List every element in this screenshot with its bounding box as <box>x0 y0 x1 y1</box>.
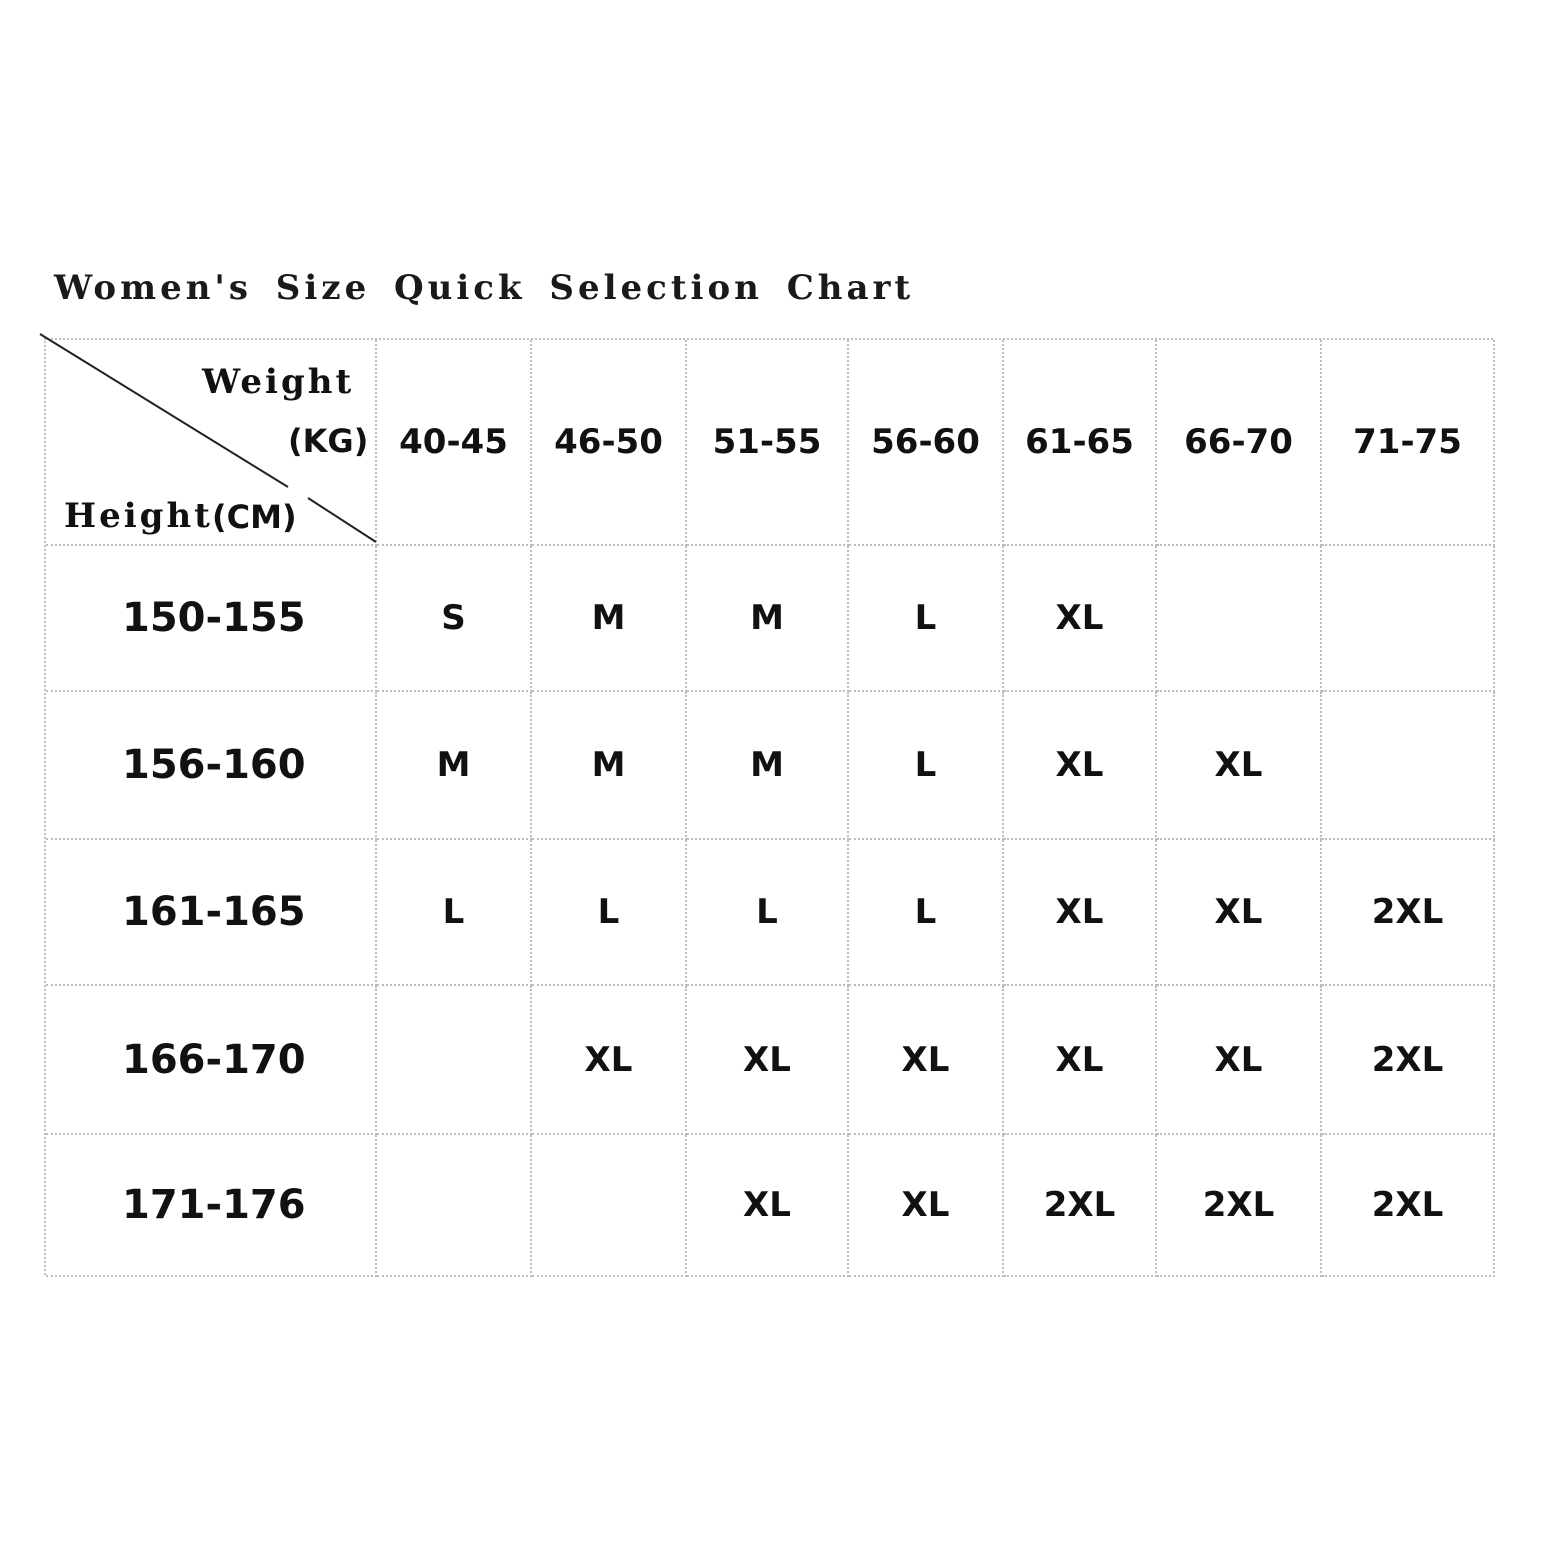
size-cell: XL <box>1157 840 1322 986</box>
size-cell <box>377 986 532 1135</box>
size-cell: 2XL <box>1322 986 1495 1135</box>
size-cell: L <box>377 840 532 986</box>
size-cell: XL <box>849 986 1004 1135</box>
size-cell <box>1157 546 1322 692</box>
size-cell: L <box>849 546 1004 692</box>
size-table <box>44 338 1493 1275</box>
height-unit-label: (CM) <box>212 498 297 536</box>
size-cell: XL <box>1004 986 1157 1135</box>
weight-unit-label: (KG) <box>288 422 369 460</box>
chart-title: Women's Size Quick Selection Chart <box>54 268 915 308</box>
size-cell: M <box>532 692 687 840</box>
size-cell: L <box>532 840 687 986</box>
weight-axis-label: Weight <box>202 362 355 402</box>
size-cell: M <box>377 692 532 840</box>
size-cell <box>377 1135 532 1277</box>
size-cell: XL <box>1157 692 1322 840</box>
size-cell: M <box>532 546 687 692</box>
size-cell: XL <box>687 1135 849 1277</box>
size-cell: L <box>849 840 1004 986</box>
size-cell: L <box>849 692 1004 840</box>
size-cell: XL <box>1157 986 1322 1135</box>
size-cell: M <box>687 546 849 692</box>
size-cell: 2XL <box>1322 840 1495 986</box>
size-cell: S <box>377 546 532 692</box>
size-cell: M <box>687 692 849 840</box>
size-cell: 2XL <box>1004 1135 1157 1277</box>
height-row-header: 166-170 <box>46 986 377 1135</box>
size-cell <box>1322 546 1495 692</box>
size-cell: XL <box>532 986 687 1135</box>
height-row-header: 150-155 <box>46 546 377 692</box>
size-cell <box>532 1135 687 1277</box>
weight-header: 56-60 <box>849 340 1004 546</box>
weight-header: 51-55 <box>687 340 849 546</box>
size-cell: XL <box>1004 692 1157 840</box>
size-cell: 2XL <box>1157 1135 1322 1277</box>
height-row-header: 156-160 <box>46 692 377 840</box>
size-cell: 2XL <box>1322 1135 1495 1277</box>
size-cell: XL <box>1004 840 1157 986</box>
weight-header: 71-75 <box>1322 340 1495 546</box>
corner-header-cell <box>46 340 377 546</box>
height-row-header: 171-176 <box>46 1135 377 1277</box>
size-cell: XL <box>1004 546 1157 692</box>
weight-header: 66-70 <box>1157 340 1322 546</box>
height-axis-label: Height <box>64 496 213 536</box>
size-cell: L <box>687 840 849 986</box>
size-cell <box>1322 692 1495 840</box>
weight-header: 40-45 <box>377 340 532 546</box>
size-cell: XL <box>849 1135 1004 1277</box>
weight-header: 61-65 <box>1004 340 1157 546</box>
size-cell: XL <box>687 986 849 1135</box>
weight-header: 46-50 <box>532 340 687 546</box>
height-row-header: 161-165 <box>46 840 377 986</box>
